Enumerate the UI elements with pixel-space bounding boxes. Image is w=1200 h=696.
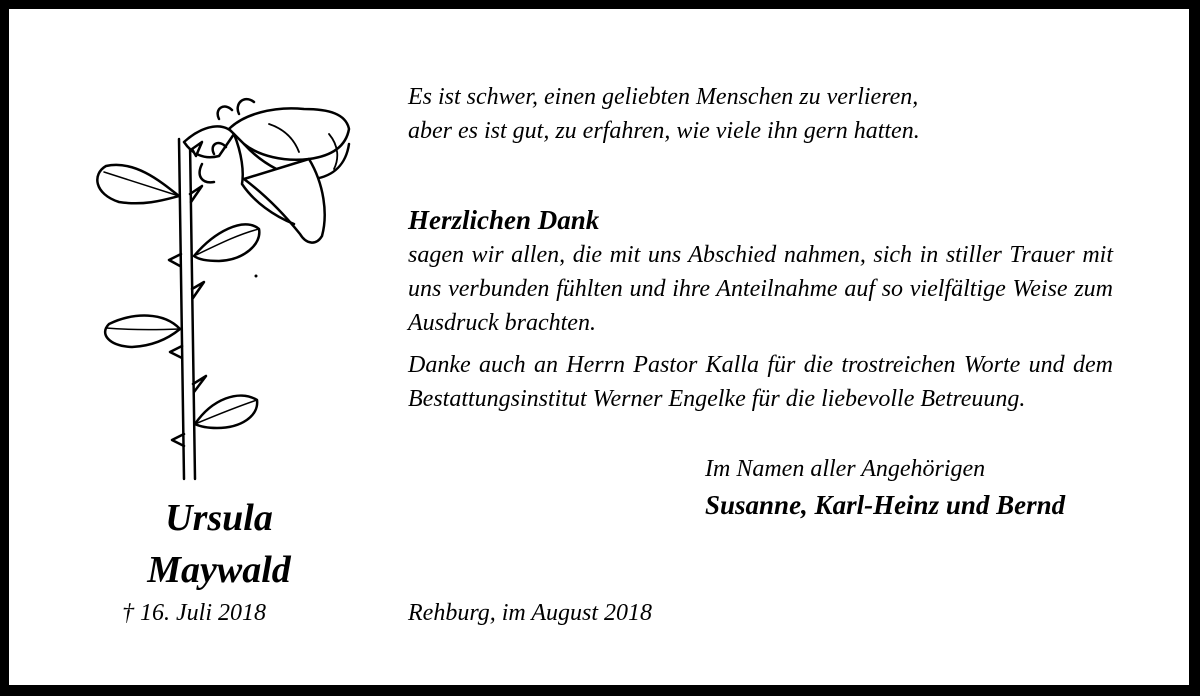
thanks-paragraph-1: sagen wir allen, die mit uns Abschied nahmen, sich in stiller Trauer mit uns verbunden fühlten und ihre Anteilnahme auf so vielfältige Weise zum Ausdruck brachten.	[408, 242, 1113, 336]
quote-line-1: Es ist schwer, einen geliebten Menschen zu verlieren,	[408, 84, 919, 110]
deceased-last-name: Maywald	[147, 549, 291, 591]
deceased-first-name: Ursula	[165, 497, 273, 539]
quote	[408, 80, 1113, 148]
death-date: † 16. Juli 2018	[122, 600, 266, 626]
obituary-card	[9, 9, 1189, 685]
place-date: Rehburg, im August 2018	[408, 600, 652, 626]
thanks-paragraph-2: Danke auch an Herrn Pastor Kalla für die trostreichen Worte und dem Bestattungsinstitut Werner Engelke für die liebevolle Betreuung.	[408, 352, 1113, 412]
signature-names: Susanne, Karl-Heinz und Bernd	[705, 490, 1066, 520]
thanks-heading: Herzlichen Dank	[408, 205, 600, 235]
rose-illustration-icon	[84, 84, 374, 484]
signature-intro: Im Namen aller Angehörigen	[705, 456, 986, 482]
quote-line-2: aber es ist gut, zu erfahren, wie viele ihn gern hatten.	[408, 118, 920, 144]
